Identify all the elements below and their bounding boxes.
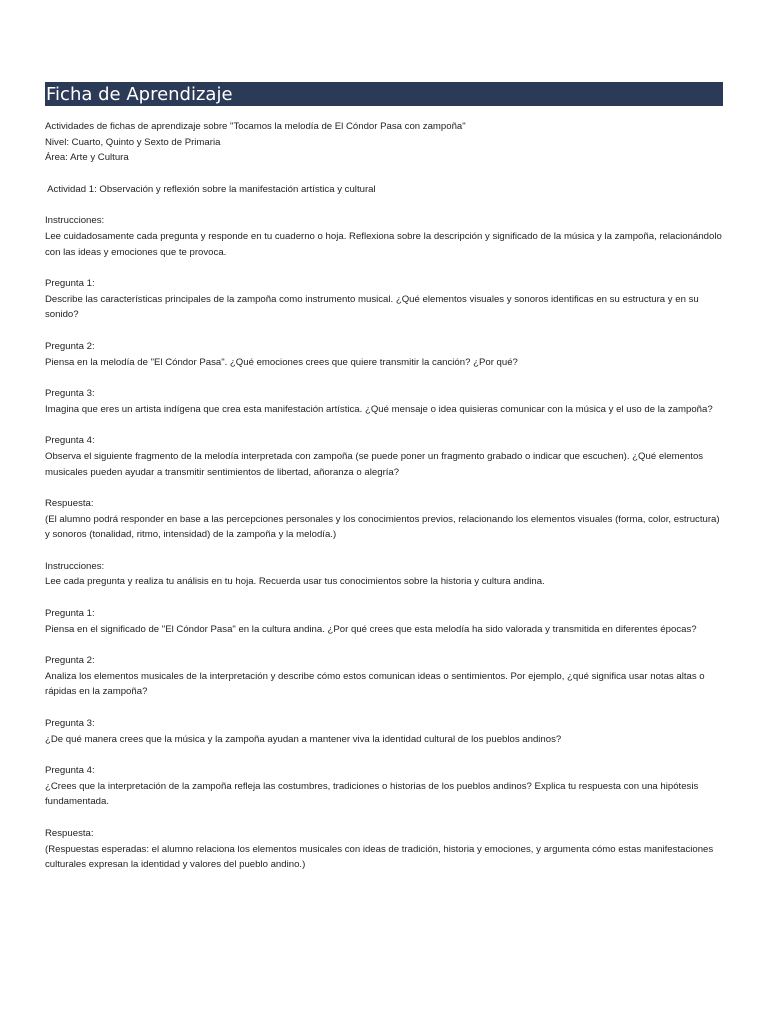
instructions-label: Instrucciones: xyxy=(45,215,105,227)
instructions-label: Instrucciones: xyxy=(45,560,105,572)
question-label: Pregunta 4: xyxy=(45,765,95,777)
question-label: Pregunta 2: xyxy=(45,340,95,352)
question-text: Piensa en el significado de "El Cóndor Pasa" en la cultura andina. ¿Por qué crees que esta melodía ha sido valorada y transmitida en diferentes épocas? xyxy=(45,623,697,635)
answer-text: (El alumno podrá responder en base a las percepciones personales y los conocimientos previos, relacionando los elementos visuales (forma, color, estructura) y sonoros (tonalidad, ritmo, intensidad) de la zampoña y la melodía.) xyxy=(45,513,720,541)
document-body xyxy=(45,119,723,873)
instructions-text: Lee cuidadosamente cada pregunta y responde en tu cuaderno o hoja. Reflexiona sobre la descripción y significado de la música y la zampoña, relacionándolo con las ideas y emociones que te provoca. xyxy=(45,230,722,258)
question-label: Pregunta 3: xyxy=(45,388,95,400)
question-text: Analiza los elementos musicales de la interpretación y describe cómo estos comunican ideas o sentimientos. Por ejemplo, ¿qué significa usar notas altas o rápidas en la zampoña? xyxy=(45,670,705,698)
document-page xyxy=(45,82,723,873)
question-label: Pregunta 2: xyxy=(45,655,95,667)
instructions-text: Lee cada pregunta y realiza tu análisis en tu hoja. Recuerda usar tus conocimientos sobre la historia y cultura andina. xyxy=(45,576,545,588)
question-text: Observa el siguiente fragmento de la melodía interpretada con zampoña (se puede poner un fragmento grabado o indicar que escuchen). ¿Qué elementos musicales pueden ayudar a transmitir sentimientos de libertad, añoranza o alegría? xyxy=(45,450,704,478)
question-text: ¿Crees que la interpretación de la zampoña refleja las costumbres, tradiciones o historias de los pueblos andinos? Explica tu respuesta con una hipótesis fundamentada. xyxy=(45,780,699,808)
answer-label: Respuesta: xyxy=(45,498,94,510)
question-text: Piensa en la melodía de "El Cóndor Pasa". ¿Qué emociones crees que quiere transmitir la canción? ¿Por qué? xyxy=(45,356,518,368)
intro-line-2: Nivel: Cuarto, Quinto y Sexto de Primaria xyxy=(45,136,221,148)
question-label: Pregunta 3: xyxy=(45,718,95,730)
question-text: Describe las características principales de la zampoña como instrumento musical. ¿Qué elementos visuales y sonoros identificas en su estructura y en su sonido? xyxy=(45,293,699,321)
question-text: Imagina que eres un artista indígena que crea esta manifestación artística. ¿Qué mensaje o idea quisieras comunicar con la música y el uso de la zampoña? xyxy=(45,403,713,415)
intro-line-3: Área: Arte y Cultura xyxy=(45,152,129,164)
intro-line-1: Actividades de fichas de aprendizaje sobre "Tocamos la melodía de El Cóndor Pasa con zampoña" xyxy=(45,121,466,132)
question-label: Pregunta 1: xyxy=(45,278,95,290)
answer-text: (Respuestas esperadas: el alumno relaciona los elementos musicales con ideas de tradición, historia y emociones, y argumenta cómo estas manifestaciones culturales expresan la identidad y valores del pueblo andino.) xyxy=(45,843,714,871)
answer-label: Respuesta: xyxy=(45,828,94,839)
question-label: Pregunta 1: xyxy=(45,608,95,620)
page-title: Ficha de Aprendizaje xyxy=(45,82,723,106)
activity-heading: Actividad 1: Observación y reflexión sobre la manifestación artística y cultural xyxy=(45,183,376,195)
question-text: ¿De qué manera crees que la música y la zampoña ayudan a mantener viva la identidad cultural de los pueblos andinos? xyxy=(45,733,562,745)
question-label: Pregunta 4: xyxy=(45,435,95,447)
